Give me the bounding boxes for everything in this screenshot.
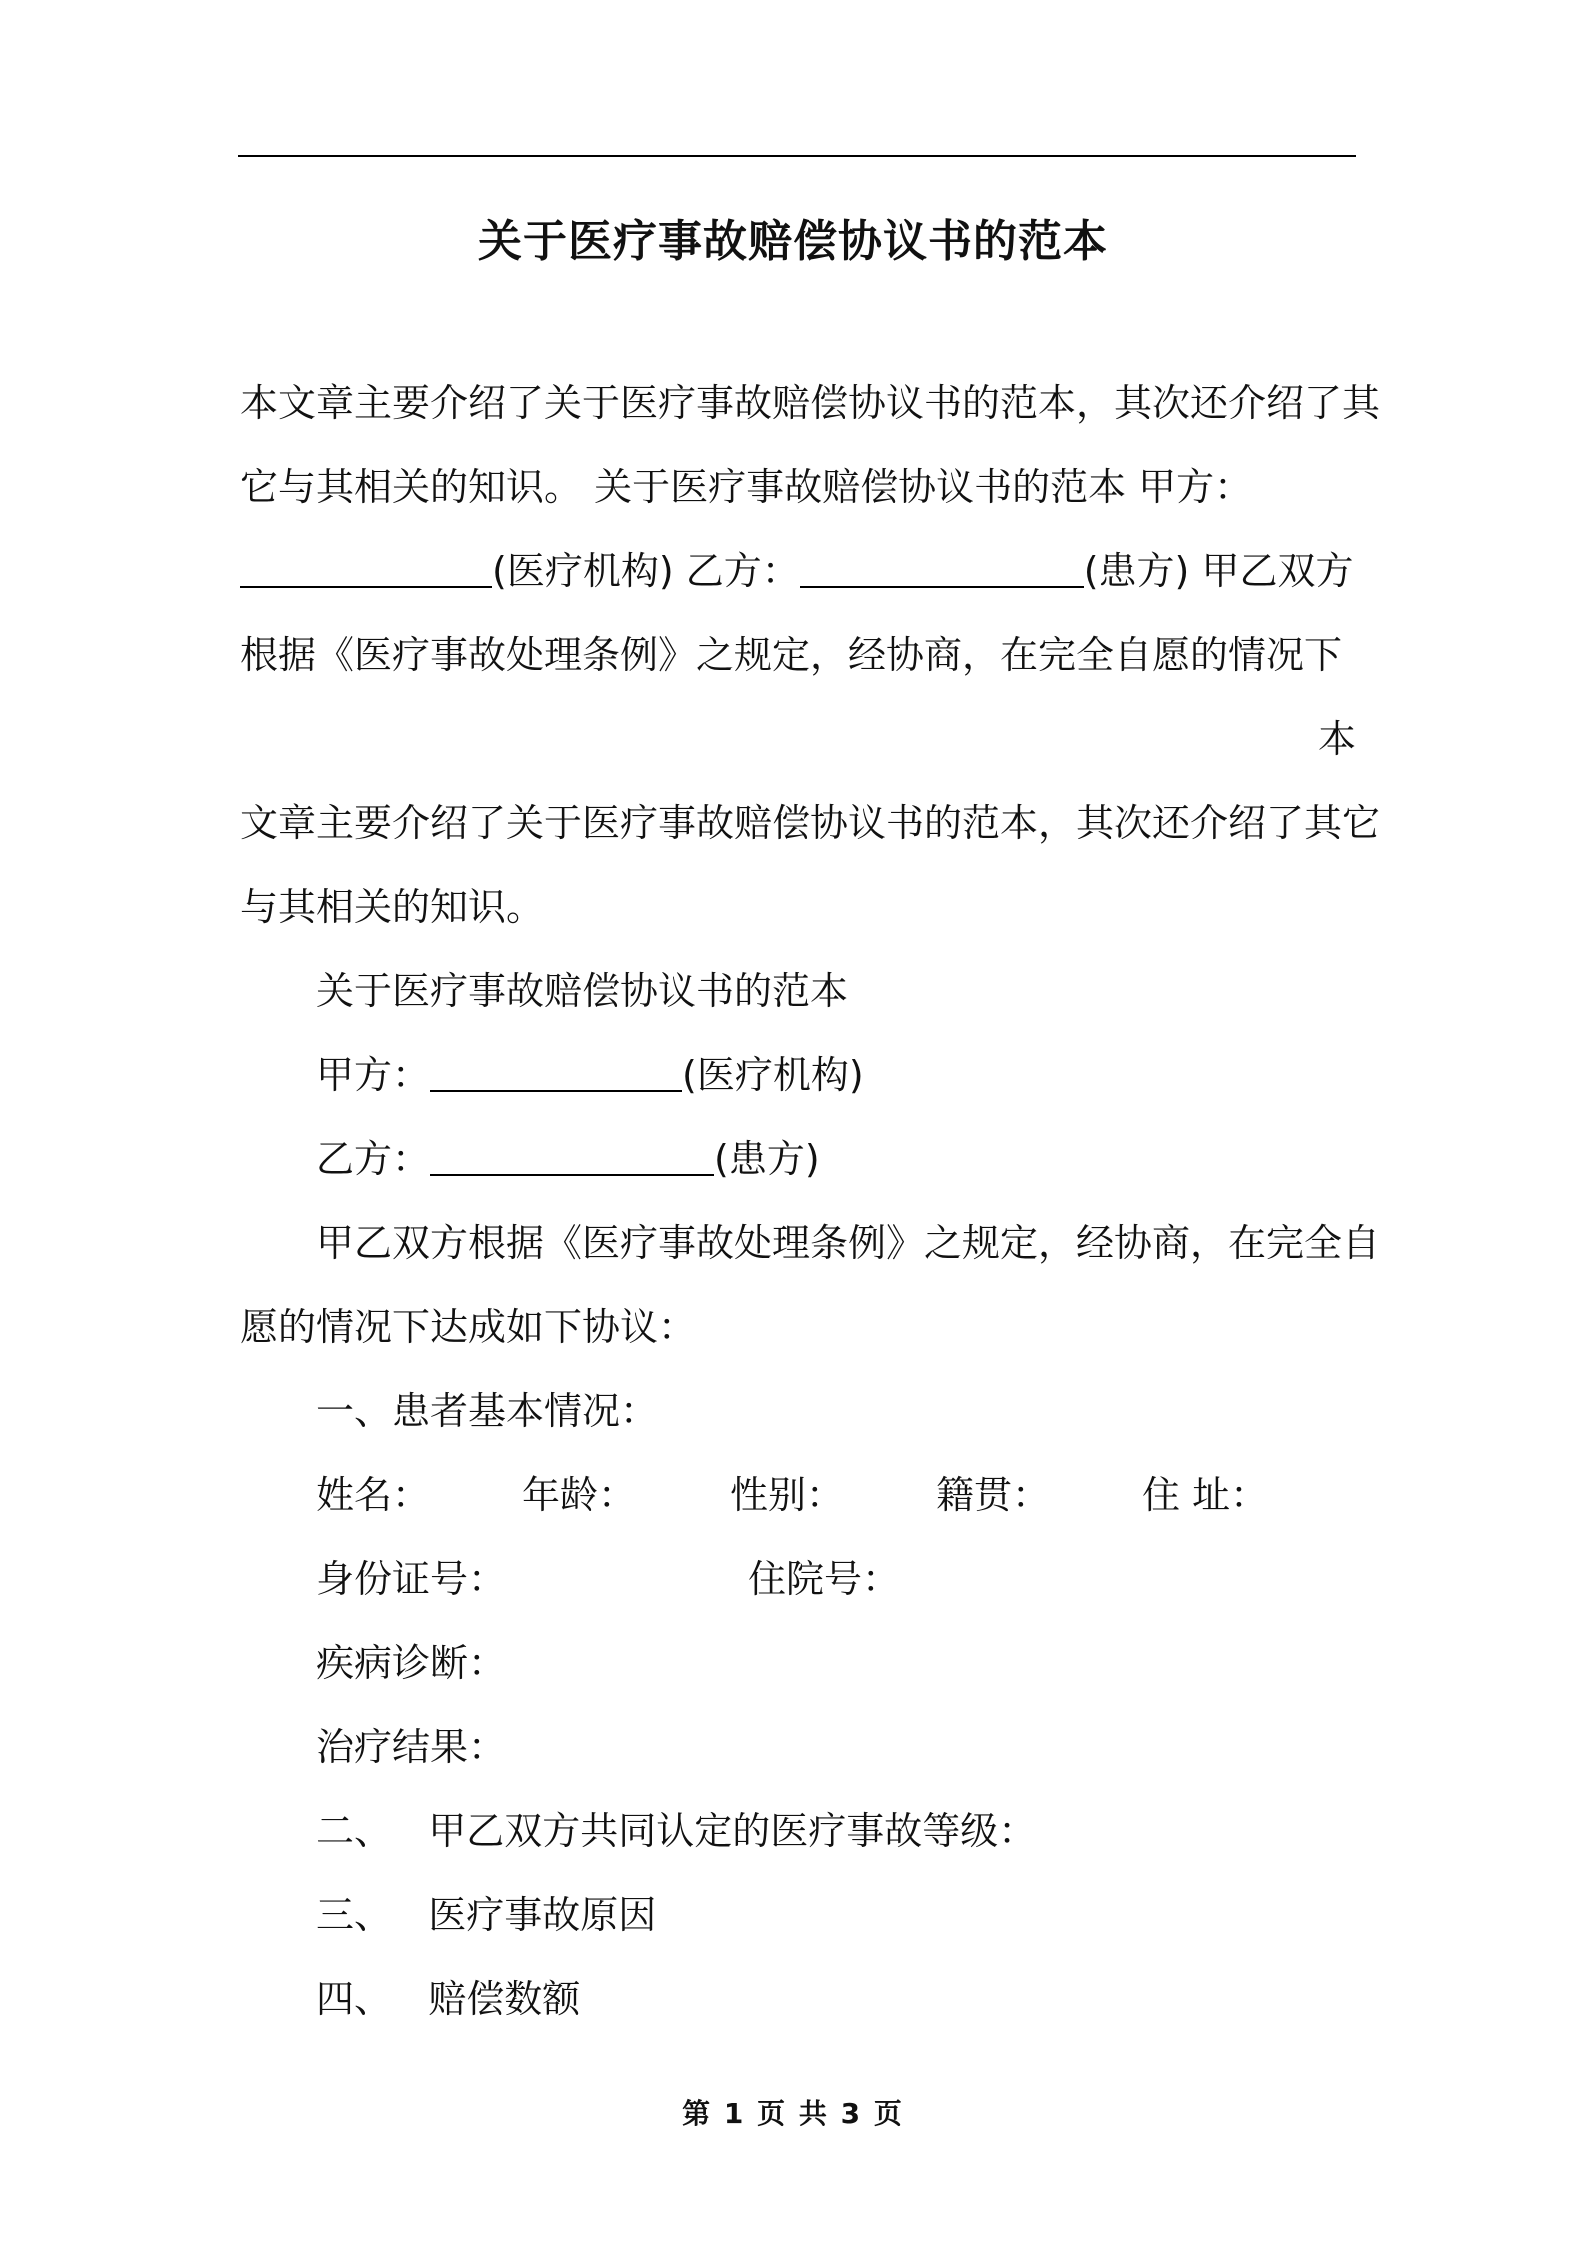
section-2-heading: 二、 甲乙双方共同认定的医疗事故等级： [316, 1809, 1037, 1853]
field-diagnosis: 疾病诊断： [316, 1641, 507, 1685]
field-age: 年龄： [522, 1473, 637, 1517]
agreement-line-2: 愿的情况下达成如下协议： [240, 1305, 697, 1349]
party-a-line [316, 1050, 1356, 1100]
agreement-line-1: 甲乙双方根据《医疗事故处理条例》之规定，经协商，在完全自 [316, 1221, 1381, 1265]
document-title: 关于医疗事故赔偿协议书的范本 [478, 216, 1108, 267]
intro-line-1: 本文章主要介绍了关于医疗事故赔偿协议书的范本，其次还介绍了其 [240, 381, 1381, 425]
intro-party-a-suffix: (医疗机构) 乙方： [492, 549, 800, 593]
field-id-number: 身份证号： [316, 1557, 507, 1601]
party-b-field[interactable] [430, 1136, 714, 1176]
party-a-suffix: (医疗机构) [682, 1053, 864, 1097]
section-3-heading: 三、 医疗事故原因 [316, 1893, 657, 1937]
field-name: 姓名： [316, 1473, 431, 1517]
section-1-heading: 一、患者基本情况： [316, 1389, 659, 1433]
field-admission-number: 住院号： [748, 1557, 901, 1601]
party-a-label: 甲方： [316, 1053, 431, 1097]
field-native-place: 籍贯： [936, 1473, 1051, 1517]
party-a-field[interactable] [430, 1052, 682, 1092]
intro-line-5: 本 [1317, 717, 1356, 761]
section-4-heading: 四、 赔偿数额 [316, 1977, 581, 2021]
party-b-label: 乙方： [316, 1137, 431, 1181]
field-treatment-result: 治疗结果： [316, 1725, 507, 1769]
intro-line-2: 它与其相关的知识。 关于医疗事故赔偿协议书的范本 甲方： [240, 465, 1253, 509]
party-a-blank[interactable] [240, 548, 492, 588]
party-b-suffix: (患方) [714, 1137, 820, 1181]
field-address: 住 址： [1142, 1473, 1269, 1517]
party-b-line [316, 1134, 1356, 1184]
intro-party-b-suffix: (患方) 甲乙双方 [1083, 549, 1354, 593]
field-gender: 性别： [730, 1473, 845, 1517]
page-number-footer: 第 1 页 共 3 页 [682, 2097, 904, 2130]
intro-line-6: 文章主要介绍了关于医疗事故赔偿协议书的范本，其次还介绍了其它 [240, 801, 1381, 845]
intro-line-4: 根据《医疗事故处理条例》之规定，经协商，在完全自愿的情况下 [240, 633, 1343, 677]
intro-line-3 [240, 546, 1356, 596]
body-heading: 关于医疗事故赔偿协议书的范本 [316, 969, 849, 1013]
header-divider [238, 155, 1356, 157]
intro-line-7: 与其相关的知识。 [240, 885, 545, 929]
party-b-blank[interactable] [800, 548, 1084, 588]
